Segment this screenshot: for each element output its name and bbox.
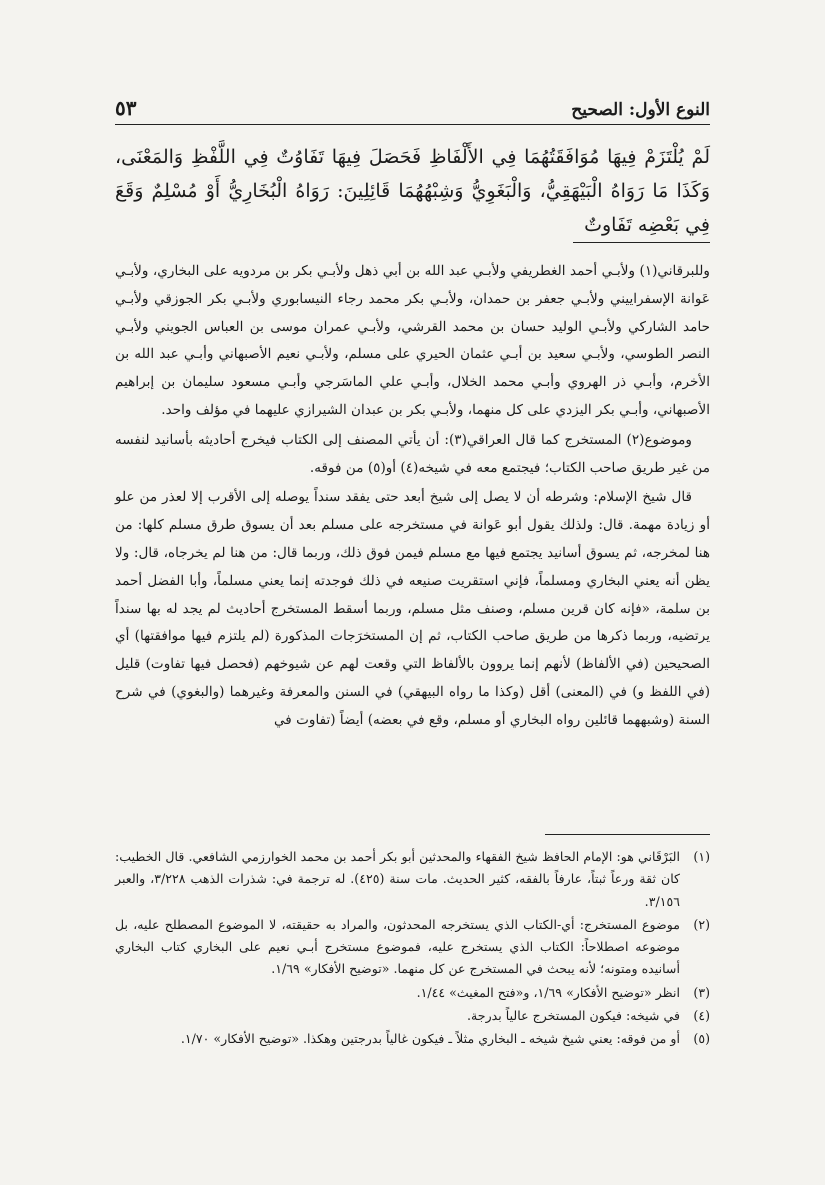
footnote-text: انظر «توضيح الأفكار» ١/٦٩، و«فتح المغيث» ١/٤٤. [416, 984, 680, 1000]
footnote [115, 914, 710, 981]
matn-paragraph: لَمْ يُلْتَزَمْ فِيهَا مُوَافَقَتُهُمَا فِي الأَلْفَاظِ فَحَصَلَ فِيهَا تَفَاوُتٌ فِي اللَّفْظِ وَالمَعْنَى، وَكَذَا مَا رَوَاهُ الْبَيْهَقِيُّ، وَالْبَغَوِيُّ وَشِبْهُهُمَا قَائِلِينَ: رَوَاهُ الْبُخَارِيُّ أَوْ مُسْلِمٌ وَقَعَ فِي بَعْضِه تَفَاوتٌ [115, 146, 710, 236]
footnote-number: (٢) [693, 916, 710, 932]
footnote-divider [545, 834, 710, 835]
page-number: ٥٣ [115, 96, 137, 120]
footnote-text: في شيخه: فيكون المستخرج عالياً بدرجة. [467, 1008, 680, 1024]
footnote-number: (٥) [693, 1031, 710, 1047]
running-title: النوع الأول: الصحيح [571, 100, 710, 120]
footnote [115, 1028, 710, 1050]
commentary-paragraph: وموضوع(٢) المستخرج كما قال العراقي(٣): أن يأتي المصنف إلى الكتاب فيخرج أحاديثه بأسانيد لنفسه من غير طريق صاحب الكتاب؛ فيجتمع معه في شيخه(٤) أو(٥) من فوقه. [115, 431, 710, 476]
footnotes [115, 846, 710, 1052]
page-header [115, 92, 710, 125]
commentary-paragraph: وللبرقاني(١) ولأبـي أحمد الغطريفي ولأبـي عبد الله بن أبي ذهل ولأبـي بكر بن مردويه على البخاري، ولأبـي عَوانة الإسفراييني ولأبـي جعفر بن حمدان، ولأبـي بكر محمد رجاء النيسابوري ولأبـي بكر الجوزقي ولأبـي حامد الشاركي ولأبـي الوليد حسان بن محمد القرشي، ولأبـي عمران موسى بن العباس الجويني ولأبـي النصر الطوسي، ولأبـي سعيد بن أبـي عثمان الحيري على مسلم، ولأبـي نعيم الأصبهاني وأبـي عبد الله بن الأخرم، وأبـي ذر الهروي وأبـي محمد الخلال، وأبـي علي الماسَرجي وأبـي مسعود سليمان بن إبراهيم الأصبهاني، وأبـي بكر اليزدي على كل منهما، ولأبـي بكر بن عبدان الشيرازي عليهما في مؤلف واحد. [115, 263, 710, 418]
footnote [115, 1005, 710, 1027]
commentary [115, 258, 710, 737]
main-text [115, 140, 710, 242]
footnote [115, 982, 710, 1004]
footnote-text: البَرْقَاني هو: الإمام الحافظ شيخ الفقهاء والمحدثين أبو بكر أحمد بن محمد الخوارزمي الشافعي. قال الخطيب: كان ثقة ورعاً ثبتاً، عارفاً بالفقه، كثير الحديث. مات سنة (٤٢٥). له ترجمة في: شذرات الذهب ٣/٢٢٨، والعبر ٣/١٥٦. [115, 849, 681, 909]
footnote [115, 846, 710, 913]
footnote-number: (٣) [693, 984, 710, 1000]
footnote-number: (١) [693, 849, 710, 864]
footnote-text: موضوع المستخرج: أي-الكتاب الذي يستخرجه المحدثون، والمراد به حقيقته، لا الموضوع المصطلح عليه، بل موضوعه اصطلاحاً: الكتاب الذي يستخرج عليه، فموضوع مستخرج أبـي نعيم على البخاري كتاب البخاري أسانيده ومتونه؛ لأنه يبحث في المستخرج عن كل منهما. «توضيح الأفكار» ١/٦٩. [115, 916, 680, 977]
footnote-text: أو من فوقه: يعني شيخ شيخه ـ البخاري مثلاً ـ فيكون غالياً بدرجتين وهكذا. «توضيح الأفكار» ١/٧٠. [180, 1031, 680, 1047]
footnote-number: (٤) [693, 1008, 710, 1024]
commentary-paragraph: قال شيخ الإسلام: وشرطه أن لا يصل إلى شيخ أبعد حتى يفقد سنداً يوصله إلى الأقرب إلا لعذر من علو أو زيادة مهمة. قال: ولذلك يقول أبو عَوانة في مستخرجه على مسلم بعد أن يسوق طرق مسلم كلها: من هنا لمخرجه، ثم يسوق أسانيد يجتمع فيها مع مسلم فيمن فوق ذلك، وربما قال: من هنا لم يخرجاه، قال: ولا يظن أنه يعني البخاري ومسلماً، فإني استقريت صنيعه في ذلك فوجدته إنما يعني مسلماً، وأبا الفضل أحمد بن سلمة، «فإنه كان قرين مسلم، وصنف مثل مسلم، وربما أسقط المستخرج أحاديث لم يجد له بها سنداً يرتضيه، وربما ذكرها من طريق صاحب الكتاب، ثم إن المستخرَجات المذكورة (لم يلتزم فيها موافقتها) أي الصحيحين (في الألفاظ) لأنهم إنما يروون بالألفاظ التي وقعت لهم عن شيوخهم (فحصل فيها تفاوت) قليل (في اللفظ و) في (المعنى) أقل (وكذا ما رواه البيهقي) في السنن والمعرفة وغيرهما (والبغوي) في شرح السنة (وشبههما قائلين رواه البخاري أو مسلم، وقع في بعضه) أيضاً (تفاوت في [115, 489, 710, 728]
section-divider [573, 242, 710, 243]
